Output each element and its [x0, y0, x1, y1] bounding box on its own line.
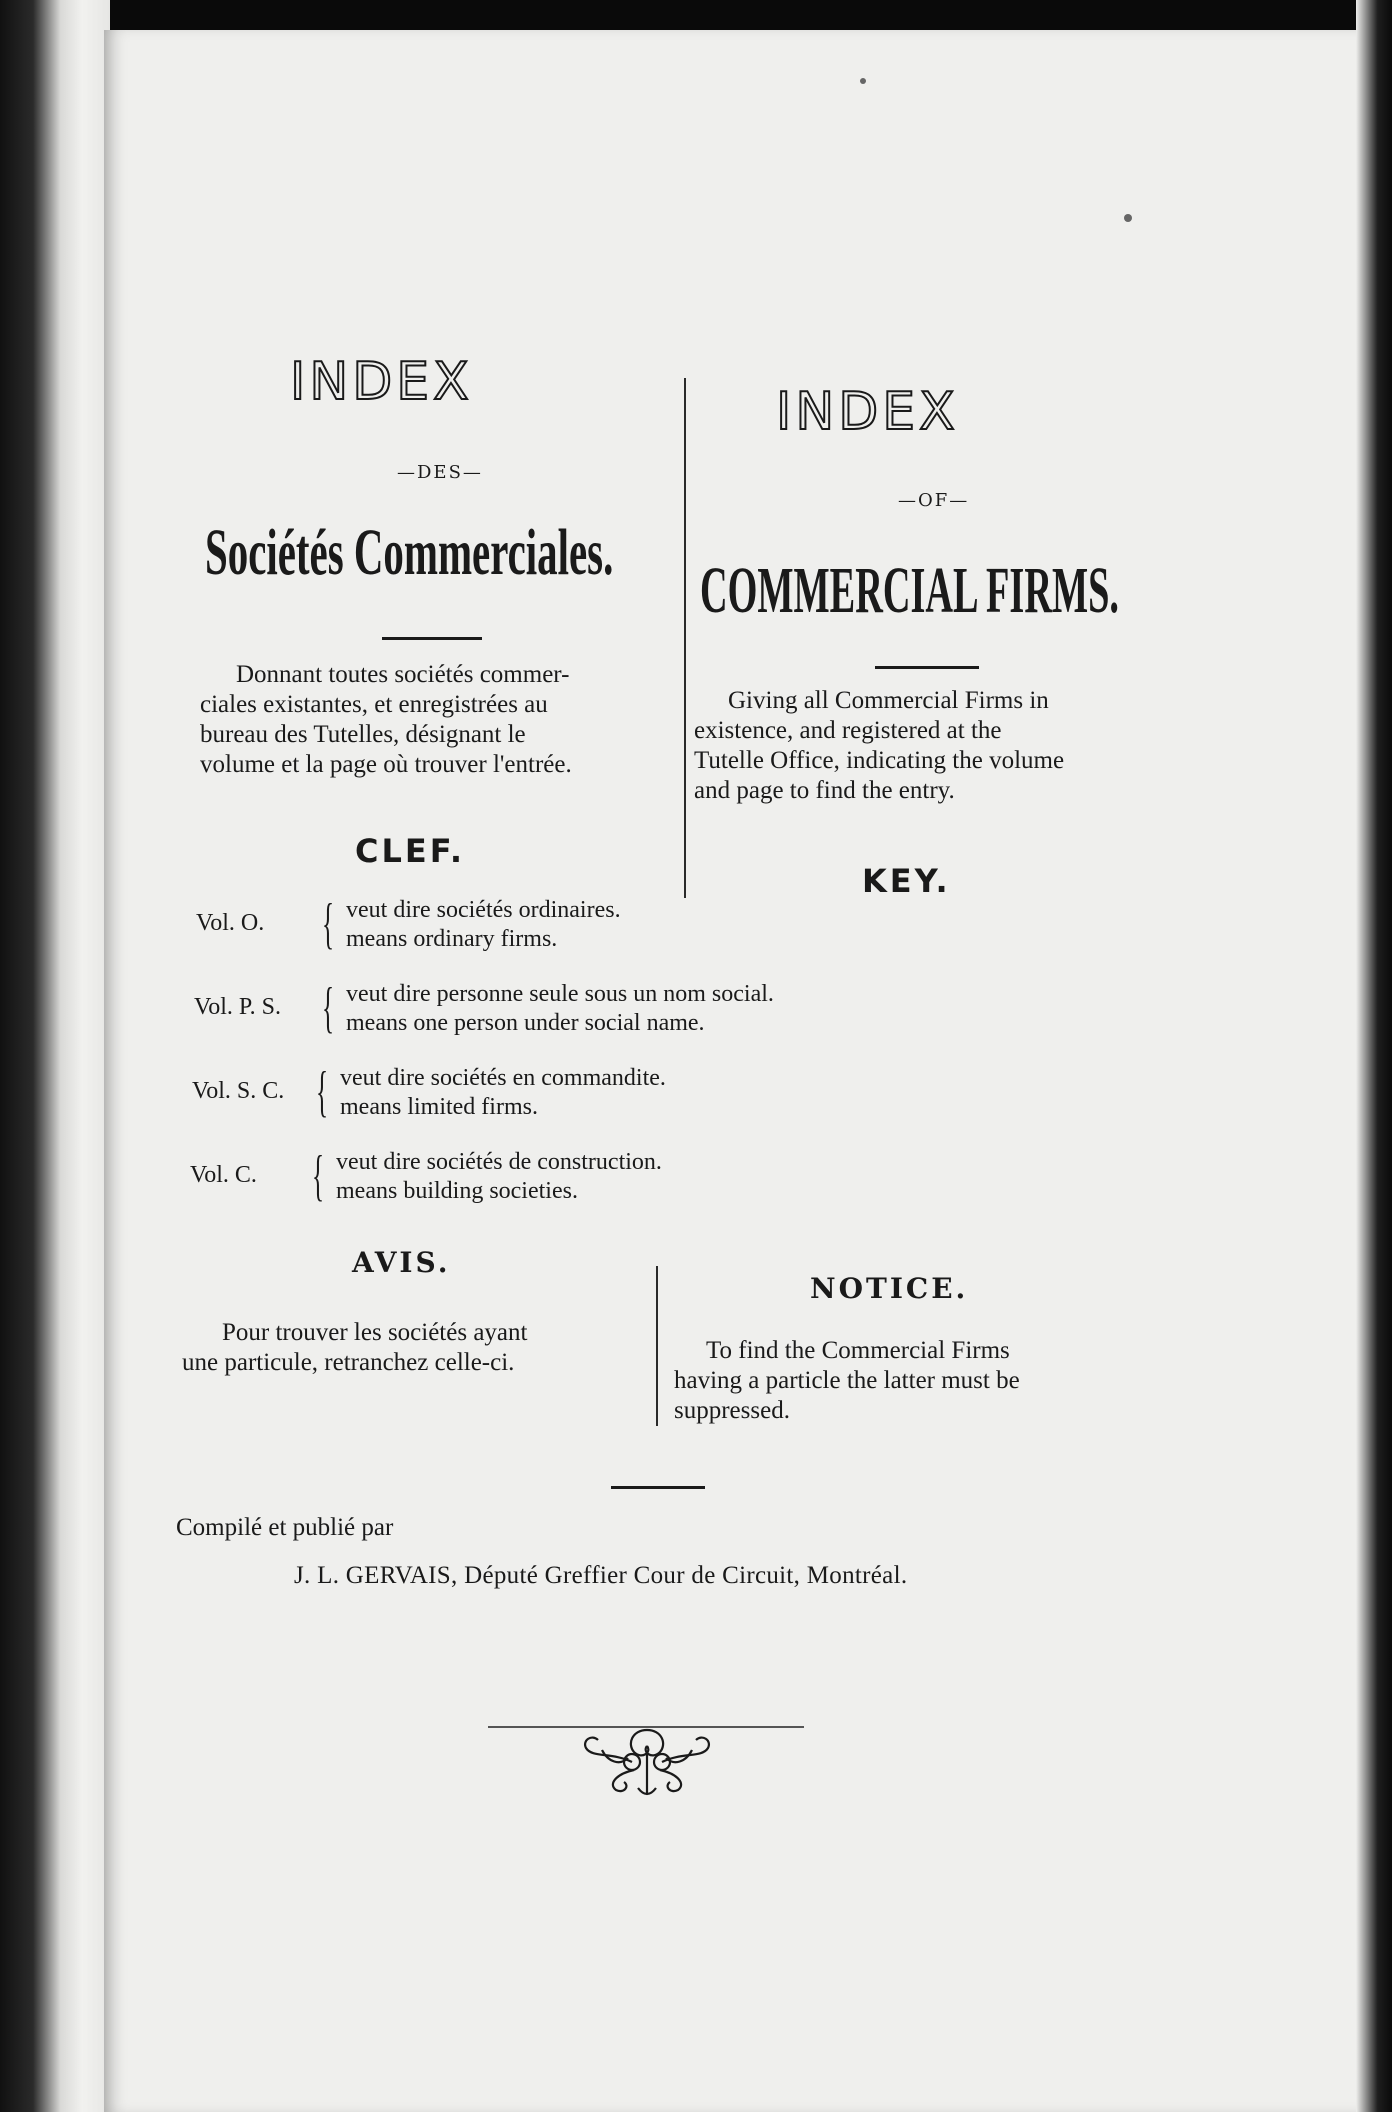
key-fr: veut dire sociétés ordinaires.	[346, 897, 621, 923]
right-notice-line: suppressed.	[674, 1397, 790, 1424]
key-en: means one person under social name.	[346, 1010, 705, 1036]
left-description	[200, 660, 658, 780]
left-description-line: ciales existantes, et enregistrées au	[200, 691, 548, 718]
compiled-by-label: Compilé et publié par	[176, 1514, 394, 1541]
publisher-line: J. L. GERVAIS, Député Greffier Cour de Circuit, Montréal.	[294, 1562, 908, 1589]
key-en: means limited firms.	[340, 1094, 538, 1120]
key-vol: Vol. O.	[196, 910, 265, 936]
right-description-line: Giving all Commercial Firms in	[728, 687, 1049, 714]
left-title: INDEX	[290, 352, 473, 412]
left-notice-line: Pour trouver les sociétés ayant	[222, 1319, 528, 1346]
left-notice-text	[182, 1318, 642, 1378]
right-description-line: existence, and registered at the	[694, 717, 1002, 744]
brace-icon: {	[322, 893, 335, 955]
right-short-rule	[875, 666, 979, 669]
page	[104, 30, 1356, 2112]
key-fr: veut dire sociétés en commandite.	[340, 1065, 666, 1091]
speck	[1124, 214, 1132, 222]
left-description-line: volume et la page où trouver l'entrée.	[200, 751, 572, 778]
right-title: INDEX	[776, 382, 959, 442]
key-en: means ordinary firms.	[346, 926, 558, 952]
book-spine-shadow	[0, 0, 110, 2112]
column-divider	[684, 378, 686, 898]
key-fr: veut dire sociétés de construction.	[336, 1149, 662, 1175]
left-description-line: Donnant toutes sociétés commer-	[236, 661, 570, 688]
key-vol: Vol. C.	[190, 1162, 257, 1188]
key-lines	[346, 980, 774, 1038]
key-vol: Vol. S. C.	[192, 1078, 285, 1104]
right-notice-line: To find the Commercial Firms	[706, 1337, 1010, 1364]
brace-icon: {	[316, 1061, 329, 1123]
left-key-heading: CLEF.	[355, 832, 466, 870]
ornament-icon	[572, 1722, 722, 1802]
right-notice-line: having a particle the latter must be	[674, 1367, 1020, 1394]
right-description-line: Tutelle Office, indicating the volume	[694, 747, 1065, 774]
key-fr: veut dire personne seule sous un nom social.	[346, 981, 774, 1007]
left-notice-heading: AVIS.	[352, 1246, 451, 1279]
right-notice-text	[674, 1336, 1136, 1426]
right-separator-text: —OF—	[898, 490, 970, 511]
key-lines	[340, 1064, 666, 1122]
left-subtitle: Sociétés Commerciales.	[205, 516, 614, 589]
left-description-line: bureau des Tutelles, désignant le	[200, 721, 526, 748]
key-lines	[346, 896, 621, 954]
right-notice-heading: NOTICE.	[810, 1272, 969, 1305]
footer-rule	[611, 1486, 705, 1489]
key-vol: Vol. P. S.	[194, 994, 281, 1020]
key-en: means building societies.	[336, 1178, 578, 1204]
left-notice-line: une particule, retranchez celle-ci.	[182, 1349, 515, 1376]
page-edge-shadow	[1356, 0, 1392, 2112]
key-lines	[336, 1148, 662, 1206]
left-short-rule	[382, 637, 482, 640]
speck	[860, 78, 866, 84]
brace-icon: {	[312, 1145, 325, 1207]
right-subtitle: COMMERCIAL FIRMS.	[700, 554, 1119, 627]
left-separator-text: —DES—	[397, 462, 483, 483]
right-key-heading: KEY.	[862, 862, 951, 900]
notice-divider	[656, 1266, 658, 1426]
right-description-line: and page to find the entry.	[694, 777, 955, 804]
brace-icon: {	[322, 977, 335, 1039]
right-description	[694, 686, 1154, 806]
